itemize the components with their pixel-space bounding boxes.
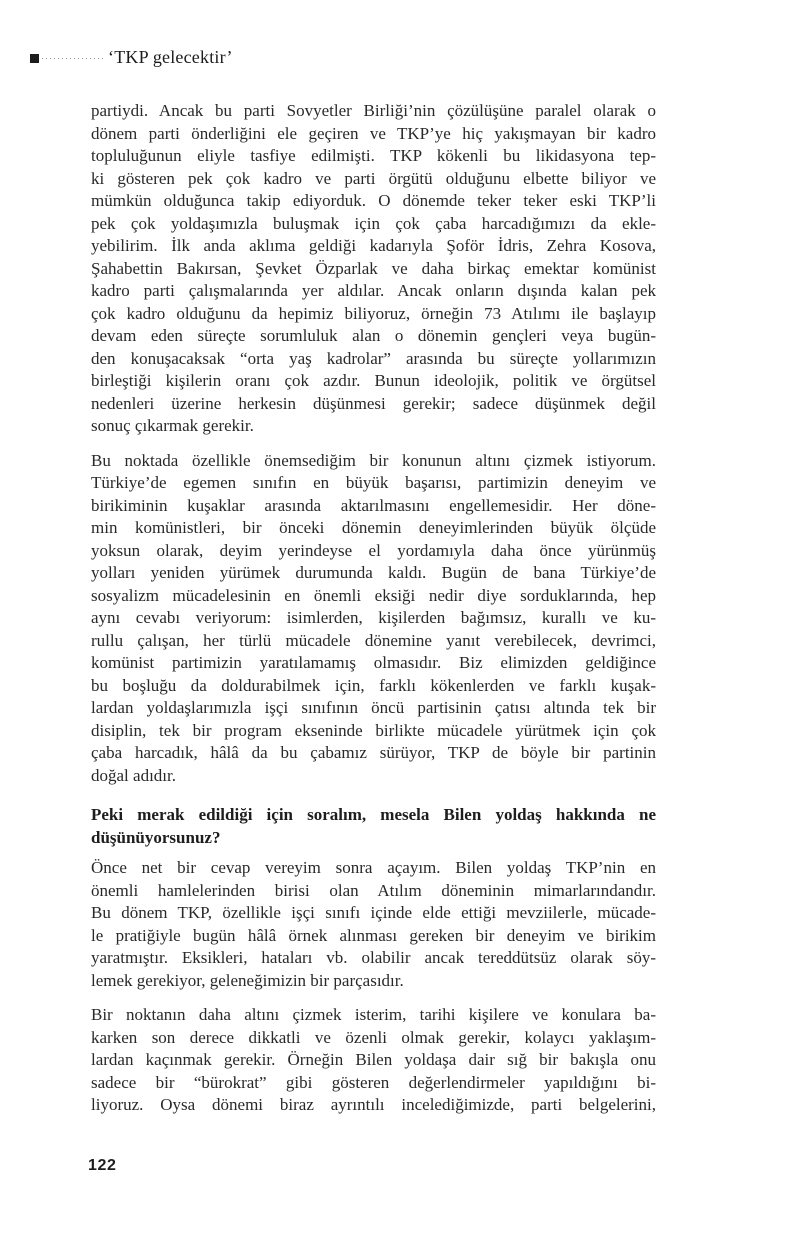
text-line: çaba harcadık, hâlâ da bu çabamız sürüyor, TKP de böyle bir partinin — [91, 743, 656, 762]
page-number: 122 — [88, 1157, 117, 1174]
text-line: den konuşacaksak “orta yaş kadrolar” arasında bu süreçte yollarımızın — [91, 348, 656, 368]
text-line: mümkün olduğunca takip ediyorduk. O dönemde teker teker eski TKP’li — [91, 191, 656, 210]
text-line: dönem parti önderliğini ele geçiren ve TKP’ye hiç yakışmayan bir kadro — [91, 123, 656, 143]
text-line: Bu dönem TKP, özellikle işçi sınıfı içinde elde ettiği mevziilerle, mücade- — [91, 903, 656, 922]
text-line: sosyalizm mücadelesinin en önemli eksiği nedir diye sorduklarında, hep — [91, 585, 656, 605]
chapter-title: ‘TKP gelecektir’ — [108, 46, 233, 67]
text-line: Bu noktada özellikle önemsediğim bir konunun altını çizmek istiyorum. — [91, 450, 656, 470]
body-paragraph — [91, 100, 656, 438]
text-column — [91, 100, 656, 1129]
body-paragraph — [91, 450, 656, 788]
text-line: devam eden süreçte sorumluluk alan o dönemin gençleri veya bugün- — [91, 326, 656, 345]
text-line: bu boşluğu da doldurabilmek için, farklı kökenlerden ve farklı kuşak- — [91, 675, 656, 695]
text-line: lemek gerekiyor, geleneğimizin bir parçasıdır. — [91, 970, 404, 990]
text-line: Peki merak edildiği için soralım, mesela Bilen yoldaş hakkında ne — [91, 805, 656, 824]
text-line: Bir noktanın daha altını çizmek isterim, tarihi kişilere ve konulara ba- — [91, 1005, 656, 1024]
text-line: ki gösteren pek çok kadro ve parti örgütü olduğunu elbette biliyor ve — [91, 168, 656, 188]
text-line: komünist partimizin yaratılamamış olmasıdır. Biz elimizden geldiğince — [91, 653, 656, 672]
text-line: karken son derece dikkatli ve özenli olmak gerekir, kolaycı yaklaşım- — [91, 1027, 656, 1047]
text-line: sadece bir “bürokrat” gibi gösteren değerlendirmeler yapıldığını bi- — [91, 1072, 656, 1092]
text-line: topluluğunun eliyle tasfiye edilmişti. TKP kökenli bu likidasyona tep- — [91, 146, 656, 165]
text-line: pek çok yoldaşımızla buluşmak için çok çaba harcadığımızı da ekle- — [91, 213, 656, 233]
text-line: Şahabettin Bakırsan, Şevket Özparlak ve daha birkaç emektar komünist — [91, 258, 656, 278]
text-line: sonuç çıkarmak gerekir. — [91, 416, 254, 435]
text-line: birikiminin kuşaklar arasında aktarılmasını engellemesidir. Her döne- — [91, 495, 656, 515]
text-line: lardan kaçınmak gerekir. Örneğin Bilen yoldaşa dair sığ bir bakışla onu — [91, 1050, 656, 1069]
text-line: rullu çalışan, her türlü mücadele dönemine yanıt verebilecek, devrimci, — [91, 630, 656, 650]
text-line: lardan yoldaşlarımızla işçi sınıfının öncü partisinin çatısı altında tek bir — [91, 698, 656, 717]
text-line: kadro parti çalışmalarında yer aldılar. Ancak onların dışında kalan pek — [91, 281, 656, 300]
text-line: aynı cevabı veriyorum: isimlerden, kişilerden bağımsız, kurallı ve ku- — [91, 608, 656, 627]
text-line: Önce net bir cevap vereyim sonra açayım. Bilen yoldaş TKP’nin en — [91, 858, 656, 877]
text-line: partiydi. Ancak bu parti Sovyetler Birliği’nin çözülüşüne paralel olarak o — [91, 101, 656, 120]
text-line: yoksun olarak, deyim yerindeyse el yordamıyla daha önce yürünmüş — [91, 540, 656, 560]
text-line: birleştiği kişilerin oranı çok azdır. Bunun ideolojik, politik ve örgütsel — [91, 371, 656, 390]
text-line: disiplin, tek bir program ekseninde birlikte mücadele yürütmek için çok — [91, 720, 656, 740]
text-line: liyoruz. Oysa dönemi biraz ayrıntılı incelediğimizde, parti belgelerini, — [91, 1095, 656, 1114]
text-line: min komünistleri, bir önceki dönemin deneyimlerinden büyük ölçüde — [91, 518, 656, 537]
text-line: Türkiye’de egemen sınıfın en büyük başarısı, partimizin deneyim ve — [91, 473, 656, 492]
text-line: önemli hamlelerinden birisi olan Atılım döneminin mimarlarındandır. — [91, 880, 656, 900]
text-line: doğal adıdır. — [91, 765, 176, 785]
text-line: yebilirim. İlk anda aklıma geldiği kadarıyla Şoför İdris, Zehra Kosova, — [91, 236, 656, 255]
running-header — [30, 46, 233, 68]
body-paragraph — [91, 857, 656, 992]
text-line: çok kadro olduğunu da hepimiz biliyoruz, örneğin 73 Atılımı ile başlayıp — [91, 303, 656, 323]
text-line: le pratiğiyle bugün hâlâ örnek alınması gereken bir deneyim ve birikim — [91, 925, 656, 945]
text-line: düşünüyorsunuz? — [91, 827, 221, 847]
text-line: yaratmıştır. Eksikleri, hataları vb. olabilir ancak tereddütsüz olarak söy- — [91, 948, 656, 967]
dotted-leader — [42, 58, 106, 59]
text-line: nedenleri üzerine herkesin düşünmesi gerekir; sadece düşünmek değil — [91, 393, 656, 413]
body-paragraph — [91, 1004, 656, 1117]
question-paragraph — [91, 804, 656, 849]
square-bullet-icon — [30, 54, 39, 63]
text-line: yolları yeniden yürümek durumunda kaldı. Bugün de bana Türkiye’de — [91, 563, 656, 582]
